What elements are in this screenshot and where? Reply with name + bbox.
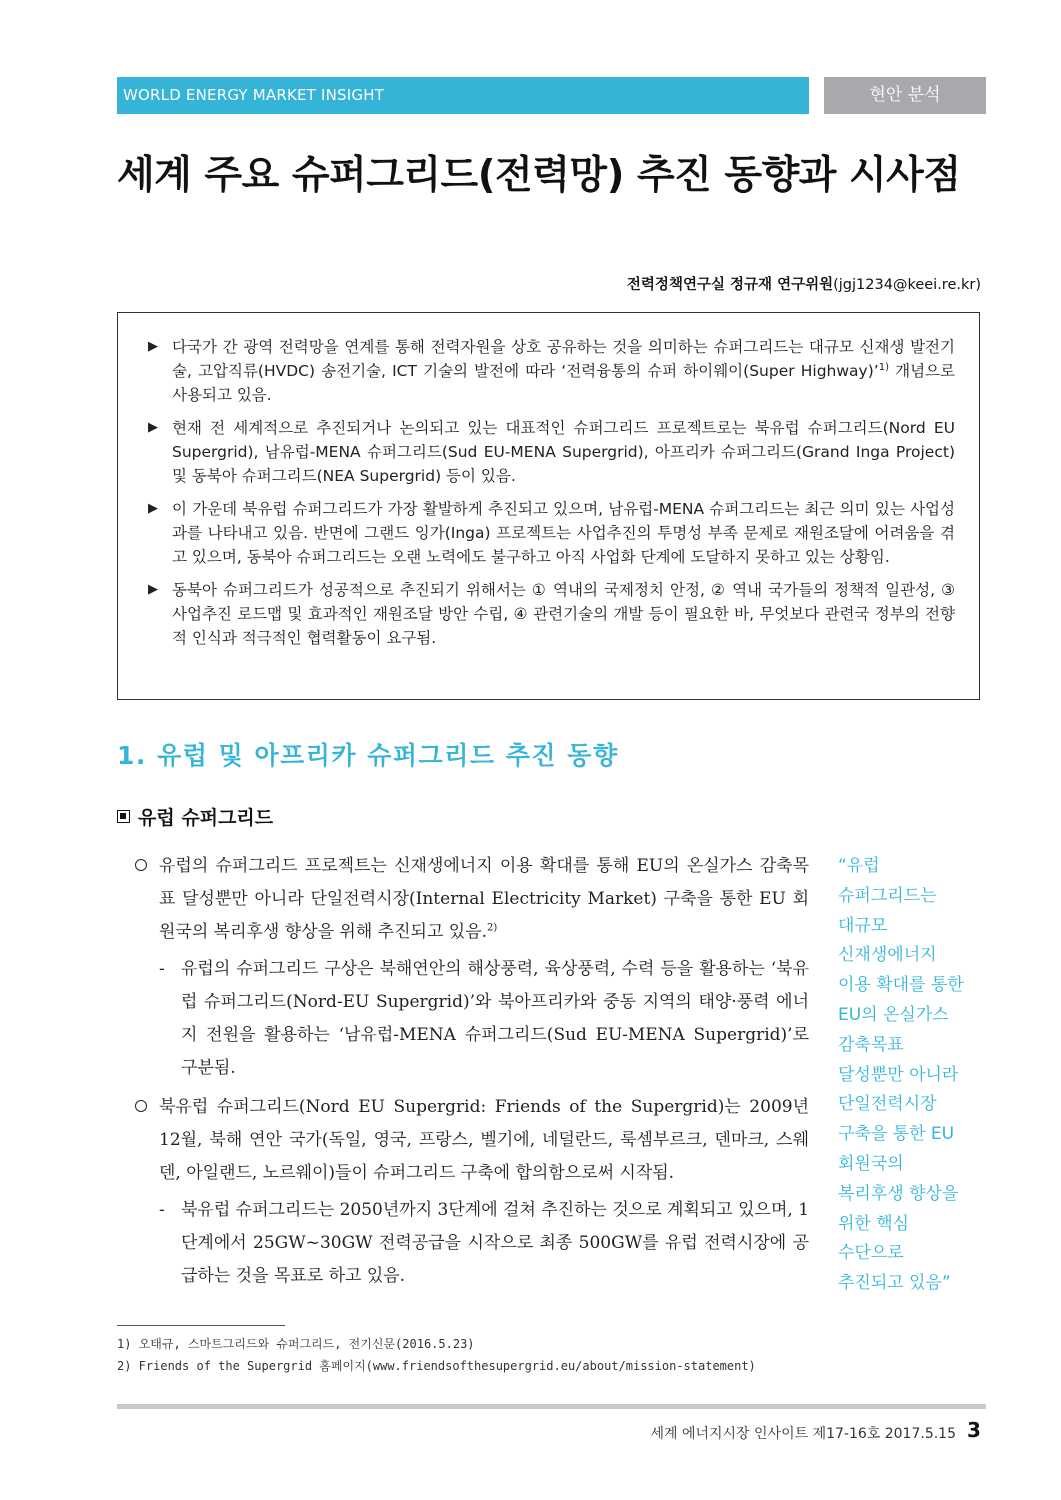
section-heading: 1. 유럽 및 아프리카 슈퍼그리드 추진 동향 bbox=[117, 741, 619, 770]
pull-quote-line: 회원국의 bbox=[838, 1153, 904, 1174]
circle-bullet-icon bbox=[135, 1100, 147, 1112]
pull-quote-line: 대규모 bbox=[838, 915, 888, 936]
body-text bbox=[135, 850, 809, 1299]
dash-bullet-paragraph bbox=[135, 1194, 809, 1293]
pull-quote-line: 단일전력시장 bbox=[838, 1094, 937, 1115]
summary-item bbox=[148, 416, 955, 488]
summary-text-tail: 개념으로 사용되고 있음. bbox=[172, 362, 955, 404]
summary-box bbox=[117, 312, 980, 700]
arrow-right-icon: ▶ bbox=[148, 420, 158, 435]
author-line bbox=[627, 273, 981, 294]
footnote-ref: 2) bbox=[487, 922, 498, 934]
pull-quote-line: 복리후생 향상을 bbox=[838, 1183, 959, 1204]
footnote: 1) 오태규, 스마트그리드와 슈퍼그리드, 전기신문(2016.5.23) bbox=[117, 1337, 475, 1351]
footnotes bbox=[117, 1333, 756, 1377]
footnote-divider bbox=[117, 1325, 285, 1326]
pull-quote-line: 신재생에너지 bbox=[838, 945, 937, 966]
arrow-right-icon: ▶ bbox=[148, 582, 158, 597]
header-series-bar: WORLD ENERGY MARKET INSIGHT bbox=[117, 77, 809, 114]
pull-quote-line: 추진되고 있음” bbox=[838, 1273, 951, 1294]
subsection-heading bbox=[117, 803, 273, 830]
pull-quote-line: 슈퍼그리드는 bbox=[838, 885, 937, 906]
pull-quote-line: 구축을 통한 EU bbox=[838, 1124, 955, 1145]
arrow-right-icon: ▶ bbox=[148, 339, 158, 354]
pull-quote-line: 달성뿐만 아니라 bbox=[838, 1064, 959, 1085]
page-title: 세계 주요 슈퍼그리드(전력망) 추진 동향과 시사점 bbox=[117, 153, 961, 198]
pull-quote-line: 위한 핵심 bbox=[838, 1213, 910, 1234]
paragraph-text: 북유럽 슈퍼그리드(Nord EU Supergrid: Friends of the Supergrid)는 2009년 12월, 북해 연안 국가(독일, 영국, 프랑스, 벨기에, 네덜란드, 룩셈부르크, 덴마크, 스웨덴, 아일랜드, 노르웨이)들이 슈퍼그리드 구축에 합의함으로써 시작됨. bbox=[159, 1097, 809, 1183]
pull-quote-line: EU의 온실가스 bbox=[838, 1004, 949, 1025]
summary-text: 동북아 슈퍼그리드가 성공적으로 추진되기 위해서는 ① 역내의 국제정치 안정, ② 역내 국가들의 정책적 일관성, ③ 사업추진 로드맵 및 효과적인 재원조달 방안 수립, ④ 관련기술의 개발 등이 필요한 바, 무엇보다 관련국 정부의 전향적 인식과 적극적인 협력활동이 요구됨. bbox=[172, 581, 955, 647]
page-number: 3 bbox=[967, 1418, 981, 1442]
paragraph-text: 북유럽 슈퍼그리드는 2050년까지 3단계에 걸쳐 추진하는 것으로 계획되고 있으며, 1단계에서 25GW~30GW 전력공급을 시작으로 최종 500GW를 유럽 전력시장에 공급하는 것을 목표로 하고 있음. bbox=[181, 1200, 810, 1286]
summary-text: 현재 전 세계적으로 추진되거나 논의되고 있는 대표적인 슈퍼그리드 프로젝트로는 북유럽 슈퍼그리드(Nord EU Supergrid), 남유럽-MENA 슈퍼그리드(Sud EU-MENA Supergrid), 아프리카 슈퍼그리드(Grand Inga Project) 및 동북아 슈퍼그리드(NEA Supergrid) 등이 있음. bbox=[172, 419, 955, 485]
summary-item bbox=[148, 335, 955, 407]
author-email: (jgj1234@keei.re.kr) bbox=[833, 277, 981, 293]
paragraph-text: 유럽의 슈퍼그리드 프로젝트는 신재생에너지 이용 확대를 통해 EU의 온실가스 감축목표 달성뿐만 아니라 단일전력시장(Internal Electricity Market) 구축을 통한 EU 회원국의 복리후생 향상을 위해 추진되고 있음. bbox=[159, 856, 809, 942]
pull-quote-line: 이용 확대를 통한 bbox=[838, 975, 964, 996]
circle-bullet-icon bbox=[135, 859, 147, 871]
filled-square-icon bbox=[117, 810, 130, 823]
circle-bullet-paragraph bbox=[135, 850, 809, 949]
subsection-label: 유럽 슈퍼그리드 bbox=[138, 807, 274, 829]
footnote-ref: 1) bbox=[878, 361, 889, 373]
pull-quote-line: 수단으로 bbox=[838, 1243, 904, 1264]
dash-bullet-icon: - bbox=[159, 1200, 165, 1220]
footer-divider bbox=[117, 1404, 986, 1409]
pull-quote-line: 감축목표 bbox=[838, 1034, 904, 1055]
pull-quote-line: “유럽 bbox=[838, 856, 880, 876]
summary-item bbox=[148, 497, 955, 569]
author-name: 전력정책연구실 정규재 연구위원 bbox=[626, 277, 834, 293]
summary-text: 다국가 간 광역 전력망을 연계를 통해 전력자원을 상호 공유하는 것을 의미하는 슈퍼그리드는 대규모 신재생 발전기술, 고압직류(HVDC) 송전기술, ICT 기술의 발전에 따라 ‘전력융통의 슈퍼 하이웨이(Super Highway)’ bbox=[172, 338, 955, 380]
pull-quote bbox=[838, 852, 978, 1299]
arrow-right-icon: ▶ bbox=[148, 501, 158, 516]
circle-bullet-paragraph bbox=[135, 1091, 809, 1190]
dash-bullet-icon: - bbox=[159, 959, 165, 979]
summary-item bbox=[148, 578, 955, 650]
footnote: 2) Friends of the Supergrid 홈페이지(www.friendsofthesupergrid.eu/about/mission-statement) bbox=[117, 1359, 756, 1373]
paragraph-text: 유럽의 슈퍼그리드 구상은 북해연안의 해상풍력, 육상풍력, 수력 등을 활용하는 ‘북유럽 슈퍼그리드(Nord-EU Supergrid)’와 북아프리카와 중동 지역의 태양·풍력 에너지 전원을 활용하는 ‘남유럽-MENA 슈퍼그리드(Sud EU-MENA Supergrid)’로 구분됨. bbox=[181, 959, 809, 1078]
summary-text: 이 가운데 북유럽 슈퍼그리드가 가장 활발하게 추진되고 있으며, 남유럽-MENA 슈퍼그리드는 최근 의미 있는 사업성과를 나타내고 있음. 반면에 그랜드 잉가(Inga) 프로젝트는 사업추진의 투명성 부족 문제로 재원조달에 어려움을 겪고 있으며, 동북아 슈퍼그리드는 오랜 노력에도 불구하고 아직 사업화 단계에 도달하지 못하고 있는 상황임. bbox=[172, 500, 955, 566]
dash-bullet-paragraph bbox=[135, 953, 809, 1085]
footer-publication: 세계 에너지시장 인사이트 제17-16호 2017.5.15 bbox=[650, 1426, 956, 1442]
header-category-tag: 현안 분석 bbox=[824, 77, 986, 114]
